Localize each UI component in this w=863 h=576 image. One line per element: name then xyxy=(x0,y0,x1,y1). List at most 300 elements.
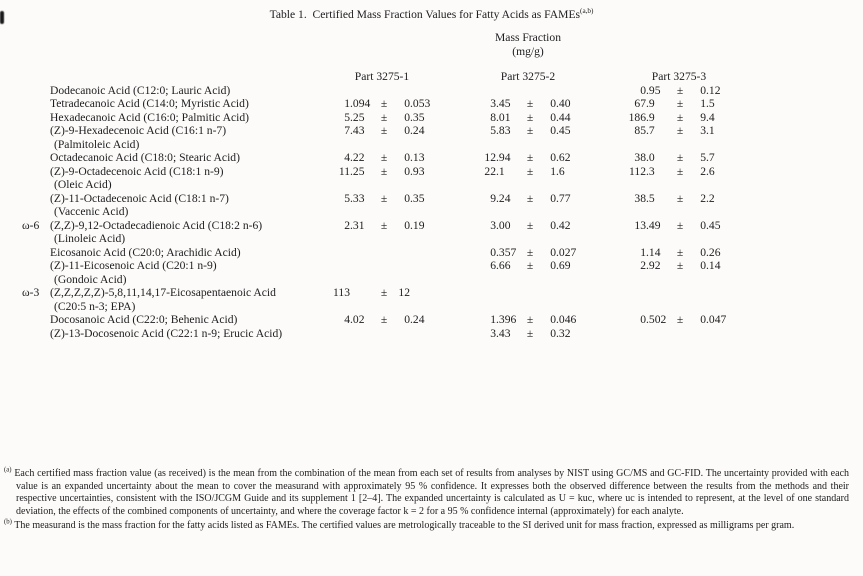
part1-uncertainty xyxy=(394,286,440,313)
part3-uncertainty xyxy=(690,259,738,286)
unit-header-row xyxy=(22,31,738,58)
part2-uncertainty-int: 1 xyxy=(550,164,556,178)
part3-value-int: 0 xyxy=(640,313,646,326)
part1-uncertainty xyxy=(394,327,440,341)
column-gap xyxy=(586,327,620,341)
plus-minus-sign: ± xyxy=(380,97,388,110)
fatty-acid-name xyxy=(50,84,324,98)
plus-minus-sign: ± xyxy=(526,191,534,205)
part1-uncertainty-int: 0 xyxy=(404,191,410,205)
part2-uncertainty xyxy=(540,259,586,286)
part3-uncertainty-int: 0 xyxy=(700,245,706,259)
part2-value-int: 6 xyxy=(490,259,496,272)
plus-minus-sign xyxy=(374,246,394,260)
fatty-acid-name xyxy=(50,327,324,341)
part1-uncertainty-frac: .053 xyxy=(410,97,431,110)
part3-uncertainty xyxy=(690,97,738,111)
part1-uncertainty-int: 0 xyxy=(404,313,410,326)
part2-uncertainty xyxy=(540,151,586,165)
column-gap xyxy=(440,84,470,98)
part1-value-frac: .43 xyxy=(350,124,365,137)
part2-uncertainty xyxy=(540,327,586,341)
column-gap xyxy=(586,313,620,327)
part3-value-int: 1 xyxy=(640,245,646,259)
part1-uncertainty-frac: .35 xyxy=(410,191,425,205)
part2-value xyxy=(470,97,520,111)
part1-value xyxy=(324,313,374,327)
part3-value-int: 67 xyxy=(634,97,646,110)
part3-value-int: 38 xyxy=(634,191,646,205)
part1-value xyxy=(324,124,374,151)
part2-uncertainty xyxy=(540,97,586,111)
part3-uncertainty xyxy=(690,192,738,219)
column-gap xyxy=(586,219,620,246)
part3-uncertainty-int: 0 xyxy=(700,259,706,272)
part2-value-frac: .357 xyxy=(496,245,517,259)
certified-mass-fraction-table xyxy=(22,31,738,340)
omega-series-label xyxy=(22,151,50,165)
fatty-acid-name-line1: (Z)-9-Octadecenoic Acid (C18:1 n-9) xyxy=(50,164,224,178)
column-gap xyxy=(440,246,470,260)
part1-value-frac: .33 xyxy=(350,191,365,205)
plus-minus-sign xyxy=(374,259,394,286)
part1-uncertainty xyxy=(394,219,440,246)
fatty-acid-name xyxy=(50,286,324,313)
plus-minus-sign: ± xyxy=(526,313,534,326)
omega-series-label: ω-6 xyxy=(22,218,40,232)
table-row xyxy=(22,313,738,327)
column-gap xyxy=(586,151,620,165)
part3-uncertainty-int: 0 xyxy=(700,218,706,232)
plus-minus-sign: ± xyxy=(526,110,534,124)
part3-value-frac: .5 xyxy=(646,191,655,205)
part1-uncertainty-int: 0 xyxy=(404,218,410,232)
column-gap xyxy=(440,124,470,151)
part2-value-frac: .00 xyxy=(496,218,511,232)
fatty-acid-name-line1: Docosanoic Acid (C22:0; Behenic Acid) xyxy=(50,313,238,326)
table-title-text: Table 1. Certified Mass Fraction Values for Fatty Acids as FAMEs xyxy=(269,8,581,21)
scan-artifact-mark xyxy=(0,11,4,24)
column-gap xyxy=(586,124,620,151)
fatty-acid-name-line2: (Linoleic Acid) xyxy=(54,232,126,245)
part1-uncertainty xyxy=(394,165,440,192)
part2-uncertainty-frac: .42 xyxy=(556,218,571,232)
column-gap xyxy=(586,165,620,192)
table-body xyxy=(22,84,738,341)
omega-series-label xyxy=(22,327,50,341)
part2-uncertainty-frac: .69 xyxy=(556,259,571,272)
part3-value-frac: .9 xyxy=(646,97,655,110)
part3-uncertainty xyxy=(690,246,738,260)
plus-minus-sign: ± xyxy=(676,245,684,259)
part3-uncertainty-frac: .12 xyxy=(706,83,721,97)
part3-value-int: 85 xyxy=(634,124,646,137)
part1-value-frac: .25 xyxy=(350,110,365,124)
part2-value xyxy=(470,259,520,286)
footnotes-section xyxy=(4,468,849,534)
part3-uncertainty xyxy=(690,313,738,327)
part3-value-int: 13 xyxy=(634,218,646,232)
part3-uncertainty xyxy=(690,327,738,341)
part3-value xyxy=(620,151,670,165)
part1-value-int: 4 xyxy=(344,151,350,164)
part3-uncertainty xyxy=(690,84,738,98)
part3-uncertainty xyxy=(690,286,738,313)
omega-series-label xyxy=(22,313,50,327)
part1-value-int: 113 xyxy=(333,286,350,299)
footnote-b-text: The measurand is the mass fraction for the fatty acids listed as FAMEs. The certified values are metrologically traceable to the SI derived unit for mass fraction, expressed as milligrams per gram. xyxy=(14,519,795,531)
part2-value-frac: .396 xyxy=(496,313,517,326)
plus-minus-sign: ± xyxy=(526,218,534,232)
part1-uncertainty-frac: .35 xyxy=(410,110,425,124)
footnote-b-marker: (b) xyxy=(4,518,12,526)
part1-uncertainty-int: 0 xyxy=(404,110,410,124)
column-header-part-3275-2: Part 3275-2 xyxy=(500,70,556,83)
part2-value xyxy=(470,165,520,192)
part1-value xyxy=(324,219,374,246)
table-row xyxy=(22,286,738,313)
part3-value xyxy=(620,313,670,327)
part3-uncertainty-int: 1 xyxy=(700,97,706,110)
part3-uncertainty xyxy=(690,111,738,125)
part1-uncertainty-frac: .24 xyxy=(410,313,425,326)
fatty-acid-name-line2: (C20:5 n-3; EPA) xyxy=(54,299,136,313)
part2-value-frac: .24 xyxy=(496,191,511,205)
part2-uncertainty-int: 0 xyxy=(550,259,556,272)
fatty-acid-name xyxy=(50,165,324,192)
part2-value-int: 12 xyxy=(484,151,496,164)
part1-value-frac: .02 xyxy=(350,313,365,326)
part1-uncertainty xyxy=(394,259,440,286)
part3-value xyxy=(620,219,670,246)
mass-fraction-unit-header xyxy=(470,31,586,58)
footnote-a-marker: (a) xyxy=(4,466,12,474)
part3-value xyxy=(620,286,670,313)
part3-value-int: 38 xyxy=(634,151,646,164)
part2-value xyxy=(470,111,520,125)
part1-value xyxy=(324,246,374,260)
part2-uncertainty-frac: .40 xyxy=(556,97,571,110)
plus-minus-sign: ± xyxy=(380,110,388,124)
part3-uncertainty-int: 2 xyxy=(700,164,706,178)
plus-minus-sign xyxy=(520,286,540,313)
part2-uncertainty-int: 0 xyxy=(550,326,556,340)
part2-value-frac: .01 xyxy=(496,110,511,124)
plus-minus-sign: ± xyxy=(526,124,534,137)
column-gap xyxy=(440,97,470,111)
plus-minus-sign: ± xyxy=(526,151,534,164)
column-gap xyxy=(440,219,470,246)
part2-uncertainty-frac: .027 xyxy=(556,245,577,259)
plus-minus-sign: ± xyxy=(676,124,684,137)
part1-uncertainty xyxy=(394,124,440,151)
part2-value xyxy=(470,124,520,151)
table-title xyxy=(0,8,863,21)
footnote-a xyxy=(4,468,849,519)
part3-value-frac: .9 xyxy=(646,110,655,124)
part3-uncertainty-frac: .2 xyxy=(706,191,715,205)
plus-minus-sign xyxy=(374,84,394,98)
part2-value-frac: .66 xyxy=(496,259,511,272)
plus-minus-sign xyxy=(670,327,690,341)
omega-series-label xyxy=(22,246,50,260)
part2-value xyxy=(470,84,520,98)
part1-value xyxy=(324,84,374,98)
plus-minus-sign: ± xyxy=(380,164,388,178)
part3-uncertainty xyxy=(690,151,738,165)
fatty-acid-name xyxy=(50,313,324,327)
header-spacer-row xyxy=(22,58,738,70)
part2-value-int: 8 xyxy=(490,110,496,124)
column-gap xyxy=(586,259,620,286)
part1-value-int: 5 xyxy=(344,191,350,205)
part3-value-int: 2 xyxy=(640,259,646,272)
part2-value-int: 5 xyxy=(490,124,496,137)
part2-value-frac: .43 xyxy=(496,326,511,340)
fatty-acid-name-line1: (Z)-9-Hexadecenoic Acid (C16:1 n-7) xyxy=(50,124,227,137)
column-gap xyxy=(440,192,470,219)
plus-minus-sign: ± xyxy=(380,313,388,326)
part3-uncertainty-frac: .14 xyxy=(706,259,721,272)
plus-minus-sign: ± xyxy=(380,124,388,137)
part2-uncertainty xyxy=(540,286,586,313)
part1-value xyxy=(324,165,374,192)
part3-value-frac: .92 xyxy=(646,259,661,272)
part2-value-int: 3 xyxy=(490,218,496,232)
omega-series-label xyxy=(22,111,50,125)
plus-minus-sign: ± xyxy=(676,164,684,178)
part3-uncertainty-int: 0 xyxy=(700,313,706,326)
fatty-acid-name-line2: (Palmitoleic Acid) xyxy=(54,137,140,151)
table-row xyxy=(22,151,738,165)
part2-uncertainty-int: 0 xyxy=(550,218,556,232)
omega-series-label xyxy=(22,165,50,192)
plus-minus-sign xyxy=(520,84,540,98)
table-row xyxy=(22,165,738,192)
table-row xyxy=(22,192,738,219)
plus-minus-sign: ± xyxy=(526,326,534,340)
part1-uncertainty xyxy=(394,151,440,165)
plus-minus-sign: ± xyxy=(526,259,534,272)
part2-value-int: 3 xyxy=(490,97,496,110)
part2-value xyxy=(470,327,520,341)
plus-minus-sign: ± xyxy=(526,245,534,259)
part2-uncertainty-frac: .45 xyxy=(556,124,571,137)
part1-uncertainty-frac: .24 xyxy=(410,124,425,137)
part1-value-frac: .22 xyxy=(350,151,365,164)
table-title-superscript: (a,b) xyxy=(580,7,594,16)
part3-value-frac: .502 xyxy=(646,313,667,326)
part1-uncertainty-int: 0 xyxy=(404,97,410,110)
part2-value-frac: .83 xyxy=(496,124,511,137)
column-gap xyxy=(586,192,620,219)
plus-minus-sign: ± xyxy=(380,151,388,164)
column-gap xyxy=(586,246,620,260)
column-gap xyxy=(440,111,470,125)
omega-series-label xyxy=(22,192,50,219)
column-gap xyxy=(586,111,620,125)
part2-uncertainty xyxy=(540,84,586,98)
plus-minus-sign: ± xyxy=(676,110,684,124)
part3-value xyxy=(620,327,670,341)
part2-uncertainty xyxy=(540,219,586,246)
plus-minus-sign: ± xyxy=(676,191,684,205)
fatty-acid-name-line1: (Z)-11-Octadecenoic Acid (C18:1 n-7) xyxy=(50,191,229,205)
part3-value xyxy=(620,84,670,98)
plus-minus-sign: ± xyxy=(526,97,534,110)
part3-value-int: 0 xyxy=(640,83,646,97)
part2-uncertainty xyxy=(540,192,586,219)
part2-uncertainty-int: 0 xyxy=(550,245,556,259)
part2-uncertainty-int: 0 xyxy=(550,97,556,110)
mass-fraction-unit: (mg/g) xyxy=(512,44,544,58)
part2-value xyxy=(470,192,520,219)
fatty-acid-name-line1: Dodecanoic Acid (C12:0; Lauric Acid) xyxy=(50,83,231,97)
part3-value-frac: .14 xyxy=(646,245,661,259)
fatty-acid-name-line1: Tetradecanoic Acid (C14:0; Myristic Acid) xyxy=(50,97,249,110)
plus-minus-sign: ± xyxy=(676,313,684,326)
part1-uncertainty-int: 0 xyxy=(404,124,410,137)
part2-uncertainty xyxy=(540,124,586,151)
column-gap xyxy=(586,97,620,111)
plus-minus-sign: ± xyxy=(676,97,684,110)
part3-uncertainty-frac: .7 xyxy=(706,151,715,164)
part2-uncertainty-frac: .32 xyxy=(556,326,571,340)
part2-value-int: 22 xyxy=(484,164,496,178)
part3-uncertainty-frac: .26 xyxy=(706,245,721,259)
column-gap xyxy=(586,286,620,313)
part3-uncertainty-int: 3 xyxy=(700,124,706,137)
part3-uncertainty xyxy=(690,219,738,246)
plus-minus-sign: ± xyxy=(380,191,388,205)
part3-value xyxy=(620,246,670,260)
part-columns-row xyxy=(22,70,738,84)
table-row xyxy=(22,259,738,286)
part1-value-int: 11 xyxy=(338,164,350,178)
fatty-acid-name xyxy=(50,111,324,125)
part3-value-frac: .0 xyxy=(646,151,655,164)
part2-uncertainty xyxy=(540,111,586,125)
part2-uncertainty-frac: .046 xyxy=(556,313,577,326)
omega-series-label: ω-3 xyxy=(22,286,40,299)
plus-minus-sign: ± xyxy=(526,164,534,178)
part1-uncertainty-frac: .13 xyxy=(410,151,425,164)
part3-value xyxy=(620,192,670,219)
part2-value-frac: .94 xyxy=(496,151,511,164)
part1-value-int: 2 xyxy=(344,218,350,232)
part3-value-frac: .7 xyxy=(646,124,655,137)
fatty-acid-name xyxy=(50,97,324,111)
part3-value xyxy=(620,111,670,125)
fatty-acid-name-line2: (Vaccenic Acid) xyxy=(54,205,129,218)
fatty-acid-name xyxy=(50,124,324,151)
part3-value xyxy=(620,124,670,151)
part1-uncertainty-frac: .19 xyxy=(410,218,425,232)
part1-value-frac: .094 xyxy=(350,97,371,110)
column-gap xyxy=(586,84,620,98)
table-row xyxy=(22,327,738,341)
part3-uncertainty xyxy=(690,165,738,192)
column-gap xyxy=(440,327,470,341)
fatty-acid-name-line2: (Oleic Acid) xyxy=(54,178,112,191)
part2-value-int: 3 xyxy=(490,326,496,340)
part1-value xyxy=(324,327,374,341)
part2-uncertainty-frac: .44 xyxy=(556,110,571,124)
part2-value xyxy=(470,286,520,313)
fatty-acid-name xyxy=(50,151,324,165)
part1-value-frac: .31 xyxy=(350,218,365,232)
part1-uncertainty-int: 12 xyxy=(398,286,410,299)
part2-uncertainty xyxy=(540,165,586,192)
column-header-part-3275-3: Part 3275-3 xyxy=(651,70,707,83)
part2-value xyxy=(470,246,520,260)
part1-uncertainty-int: 0 xyxy=(404,164,410,178)
part3-value-frac: .95 xyxy=(646,83,661,97)
omega-series-label xyxy=(22,124,50,151)
part2-value xyxy=(470,219,520,246)
part3-uncertainty-frac: .5 xyxy=(706,97,715,110)
part1-value xyxy=(324,259,374,286)
part2-value-frac: .45 xyxy=(496,97,511,110)
column-gap xyxy=(440,313,470,327)
part3-uncertainty-int: 9 xyxy=(700,110,706,124)
part2-uncertainty-int: 0 xyxy=(550,151,556,164)
omega-series-label xyxy=(22,97,50,111)
fatty-acid-name-line1: Octadecanoic Acid (C18:0; Stearic Acid) xyxy=(50,151,240,164)
plus-minus-sign: ± xyxy=(380,286,388,299)
table-row xyxy=(22,246,738,260)
part1-value xyxy=(324,97,374,111)
fatty-acid-name xyxy=(50,192,324,219)
table-header xyxy=(22,31,738,84)
fatty-acid-name xyxy=(50,246,324,260)
part3-uncertainty-frac: .6 xyxy=(706,164,715,178)
fatty-acid-name xyxy=(50,259,324,286)
part1-uncertainty xyxy=(394,246,440,260)
table-row xyxy=(22,97,738,111)
table-row xyxy=(22,111,738,125)
fatty-acid-name-line1: (Z)-11-Eicosenoic Acid (C20:1 n-9) xyxy=(50,259,217,272)
part3-value-int: 112 xyxy=(629,164,646,178)
table-row xyxy=(22,84,738,98)
column-gap xyxy=(440,286,470,313)
column-gap xyxy=(440,165,470,192)
plus-minus-sign: ± xyxy=(676,259,684,272)
column-gap xyxy=(440,151,470,165)
plus-minus-sign xyxy=(374,327,394,341)
fatty-acid-name-line2: (Gondoic Acid) xyxy=(54,272,127,286)
part1-value xyxy=(324,286,374,313)
part1-uncertainty-frac: .93 xyxy=(410,164,425,178)
part2-uncertainty-int: 0 xyxy=(550,191,556,205)
mass-fraction-label: Mass Fraction xyxy=(494,31,561,44)
part3-value-frac: .3 xyxy=(646,164,655,178)
part2-uncertainty-frac: .77 xyxy=(556,191,571,205)
part3-value xyxy=(620,259,670,286)
fatty-acid-name-line1: Hexadecanoic Acid (C16:0; Palmitic Acid) xyxy=(50,110,249,124)
part1-value xyxy=(324,111,374,125)
table-row xyxy=(22,124,738,151)
part2-uncertainty xyxy=(540,246,586,260)
part2-value-int: 1 xyxy=(490,313,496,326)
part3-uncertainty-int: 5 xyxy=(700,151,706,164)
part2-uncertainty xyxy=(540,313,586,327)
part3-value xyxy=(620,97,670,111)
column-header-part-3275-1: Part 3275-1 xyxy=(354,70,410,83)
column-gap xyxy=(440,259,470,286)
part2-uncertainty-int: 0 xyxy=(550,110,556,124)
part3-uncertainty xyxy=(690,124,738,151)
